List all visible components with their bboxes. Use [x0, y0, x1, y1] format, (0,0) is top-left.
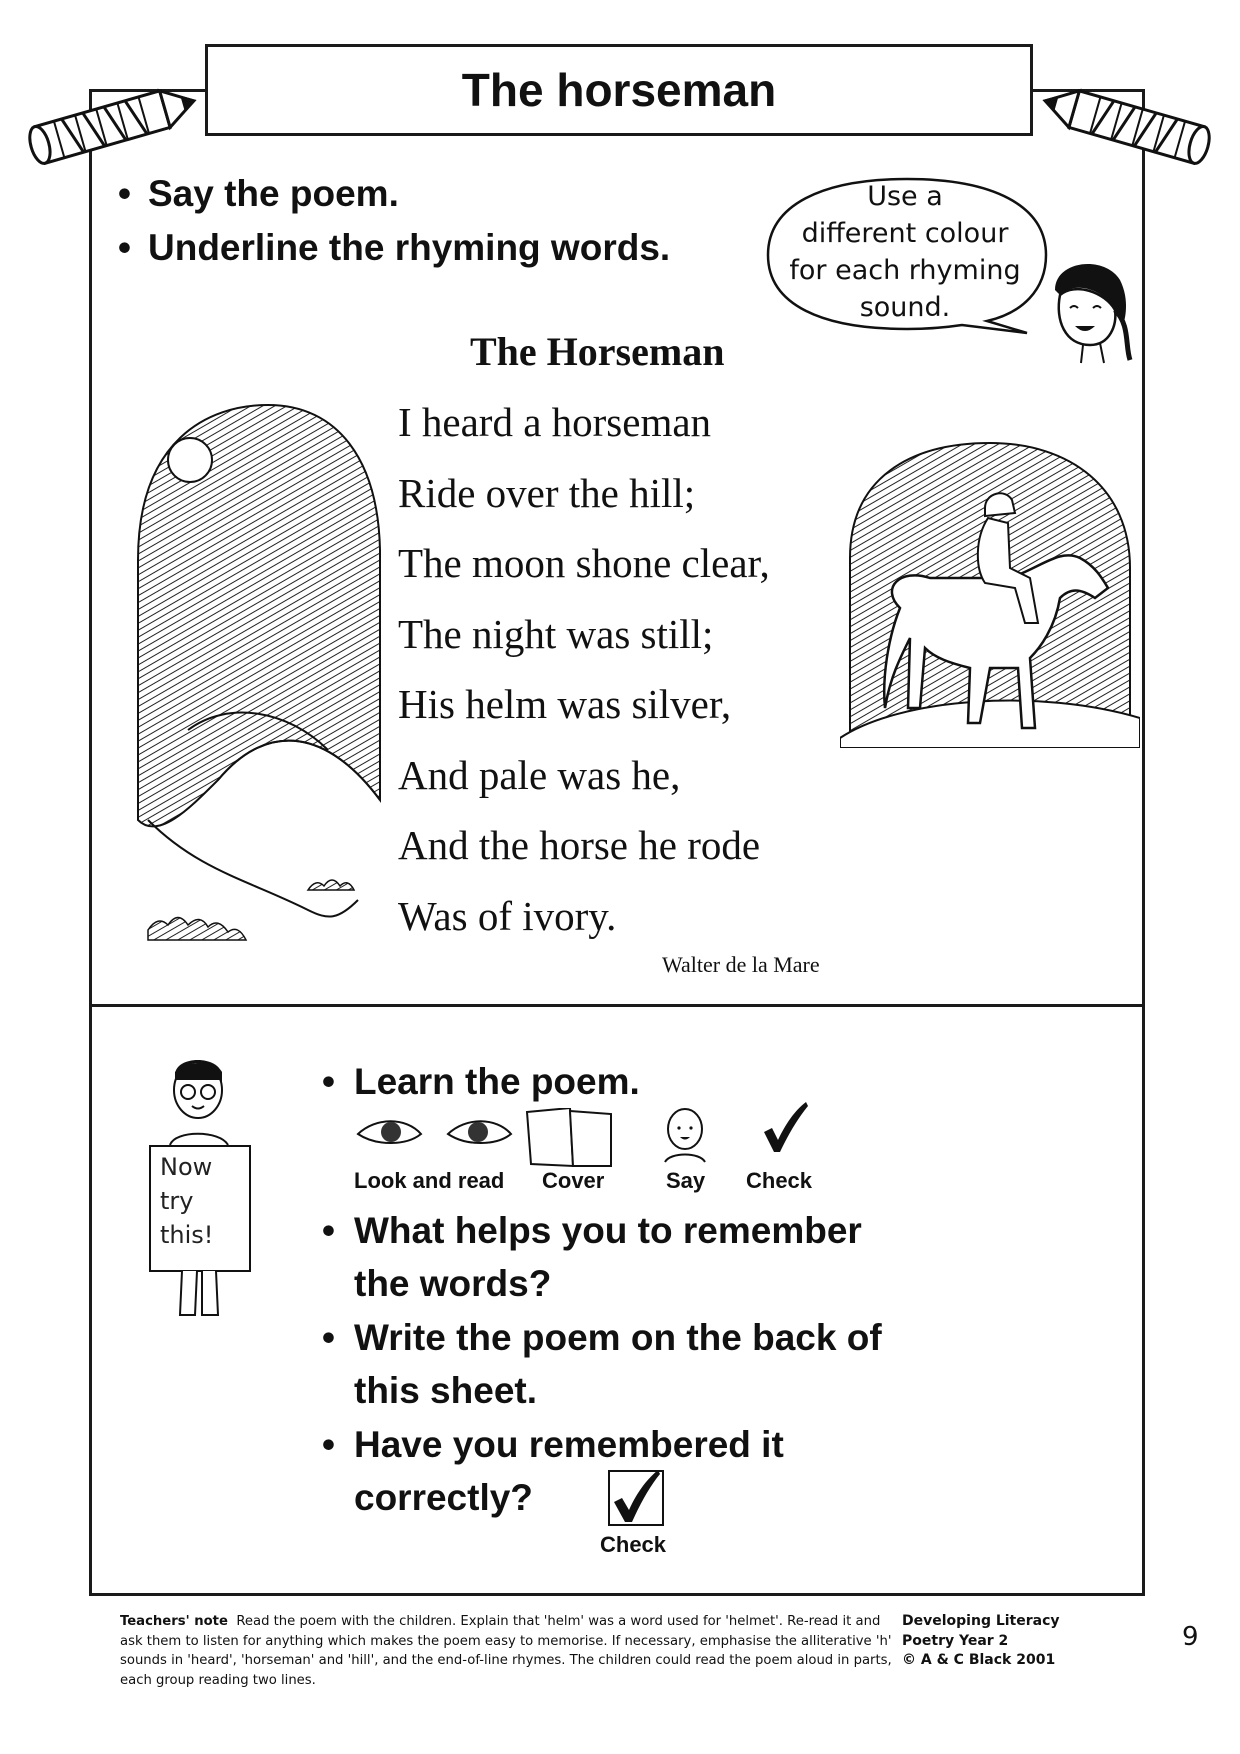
- step-check: Check: [746, 1168, 813, 1193]
- poem-title: The Horseman: [470, 329, 725, 374]
- check-box-label: Check: [600, 1532, 667, 1557]
- check-box: [608, 1470, 664, 1526]
- poem-line: I heard a horseman: [398, 399, 712, 445]
- poem-author: Walter de la Mare: [662, 952, 820, 977]
- task-check: • Have you remembered it correctly?: [322, 1424, 784, 1518]
- speech-bubble-text: Use a different colour for each rhyming sound.: [789, 181, 1021, 323]
- step-cover: Cover: [542, 1168, 605, 1193]
- say-face-icon: [660, 1104, 710, 1164]
- page-number: 9: [1182, 1622, 1199, 1652]
- task-learn: • Learn the poem.: [322, 1061, 640, 1102]
- check-mark-icon: [608, 1466, 664, 1522]
- page-title: The horseman: [205, 44, 1033, 136]
- pencil-right-icon: [1035, 76, 1225, 166]
- teachers-note: Teachers' note Read the poem with the children. Explain that 'helm' was a word used for 'helmet'. Re-read it and ask them to listen for anything which makes the poem easy to memorise. If necessary, emphasise the alliterative 'h' sounds in 'heard', 'horseman' and 'hill', and the end-of-line rhymes. The children could read the poem aloud in parts, each group reading two lines.: [120, 1614, 892, 1688]
- step-say: Say: [666, 1168, 706, 1193]
- instruction-underline: • Underline the rhyming words.: [118, 227, 671, 268]
- poem-line: And the horse he rode: [398, 822, 761, 868]
- cover-book-icon: [525, 1108, 615, 1168]
- task-write: • Write the poem on the back of this sheet.: [322, 1317, 882, 1411]
- section-divider: [89, 1004, 1145, 1007]
- task-remember: • What helps you to remember the words?: [322, 1210, 862, 1304]
- horseman-illustration: [840, 438, 1140, 748]
- poem-line: And pale was he,: [398, 751, 681, 798]
- poem-line: The night was still;: [398, 610, 714, 657]
- sign-text: Now try this!: [160, 1153, 214, 1249]
- poem-lines: [398, 398, 770, 962]
- poem-line: Was of ivory.: [398, 892, 617, 939]
- night-hill-illustration: [128, 400, 388, 965]
- poem-line: His helm was silver,: [398, 681, 732, 727]
- pencil-left-icon: [14, 76, 204, 166]
- check-mark-icon: [760, 1100, 810, 1155]
- step-look-and-read: Look and read: [354, 1168, 505, 1193]
- look-and-read-eyes-icon: [356, 1112, 516, 1152]
- instruction-say: • Say the poem.: [118, 173, 399, 214]
- girl-illustration: [1035, 250, 1135, 365]
- poem-line: The moon shone clear,: [398, 540, 770, 586]
- publisher-info: Developing Literacy Poetry Year 2 © A & C Black 2001: [902, 1613, 1060, 1668]
- poem-line: Ride over the hill;: [398, 469, 696, 516]
